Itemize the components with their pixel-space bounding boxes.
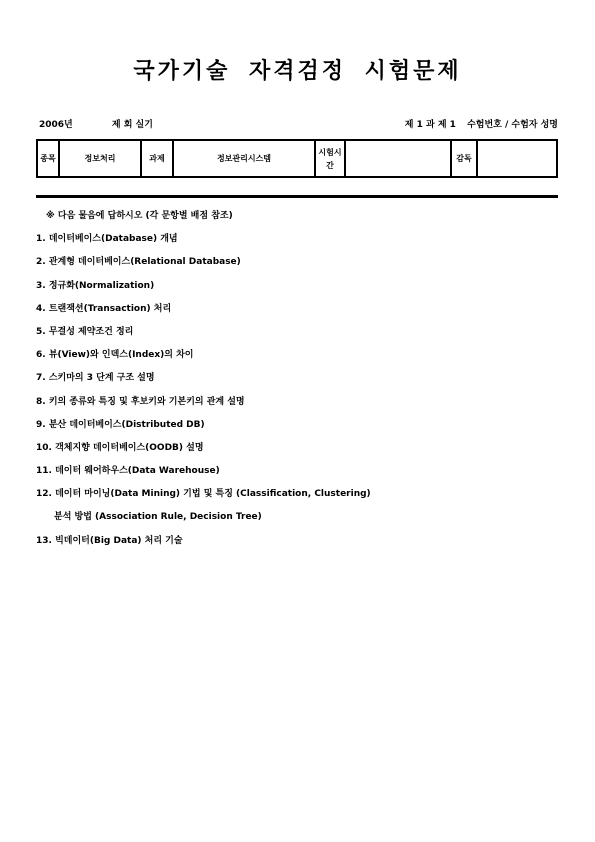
exam-year: 2006년	[39, 120, 73, 130]
list-item: 6. 뷰(View)와 인덱스(Index)의 차이	[36, 350, 194, 361]
list-item: 13. 빅데이터(Big Data) 처리 기술	[36, 535, 183, 546]
list-item: 8. 키의 종류와 특징 및 후보키와 기본키의 관계 설명	[36, 396, 245, 407]
exam-info-table	[36, 139, 558, 178]
label-task: 과제	[141, 140, 173, 177]
exam-meta-left	[39, 117, 153, 130]
exam-task-number: 제 1 과 제 1	[404, 120, 456, 130]
exam-meta-right	[405, 117, 558, 130]
value-subject: 정보처리	[59, 140, 141, 177]
list-item: 9. 분산 데이터베이스(Distributed DB)	[36, 419, 205, 430]
list-item: 2. 관계형 데이터베이스(Relational Database)	[36, 257, 241, 268]
list-item: 5. 무결성 제약조건 정리	[36, 326, 134, 337]
value-time	[345, 140, 451, 177]
list-item: 7. 스키마의 3 단계 구조 설명	[36, 373, 155, 384]
value-supervisor	[477, 140, 557, 177]
list-item: 분석 방법 (Association Rule, Decision Tree)	[54, 512, 262, 523]
list-item: 12. 데이터 마이닝(Data Mining) 기법 및 특징 (Classification, Clustering)	[36, 489, 371, 500]
examinee-info: 수험번호 / 수험자 성명	[467, 120, 558, 130]
list-item: ※ 다음 물음에 답하시오 (각 문항별 배점 참조)	[46, 211, 233, 221]
value-task: 정보관리시스템	[173, 140, 315, 177]
header-divider	[36, 195, 558, 198]
list-item: 4. 트랜잭션(Transaction) 처리	[36, 303, 172, 314]
page-title: 국가기술 자격검정 시험문제	[133, 59, 462, 84]
label-time: 시험시간	[315, 140, 345, 177]
list-item: 1. 데이터베이스(Database) 개념	[36, 234, 178, 245]
list-item: 11. 데이터 웨어하우스(Data Warehouse)	[36, 466, 220, 477]
list-item: 3. 정규화(Normalization)	[36, 280, 155, 291]
question-list	[36, 209, 558, 557]
exam-session: 제 회 실기	[111, 120, 153, 130]
label-supervisor: 감독	[451, 140, 477, 177]
label-subject: 종목	[37, 140, 59, 177]
list-item: 10. 객체지향 데이터베이스(OODB) 설명	[36, 442, 204, 453]
